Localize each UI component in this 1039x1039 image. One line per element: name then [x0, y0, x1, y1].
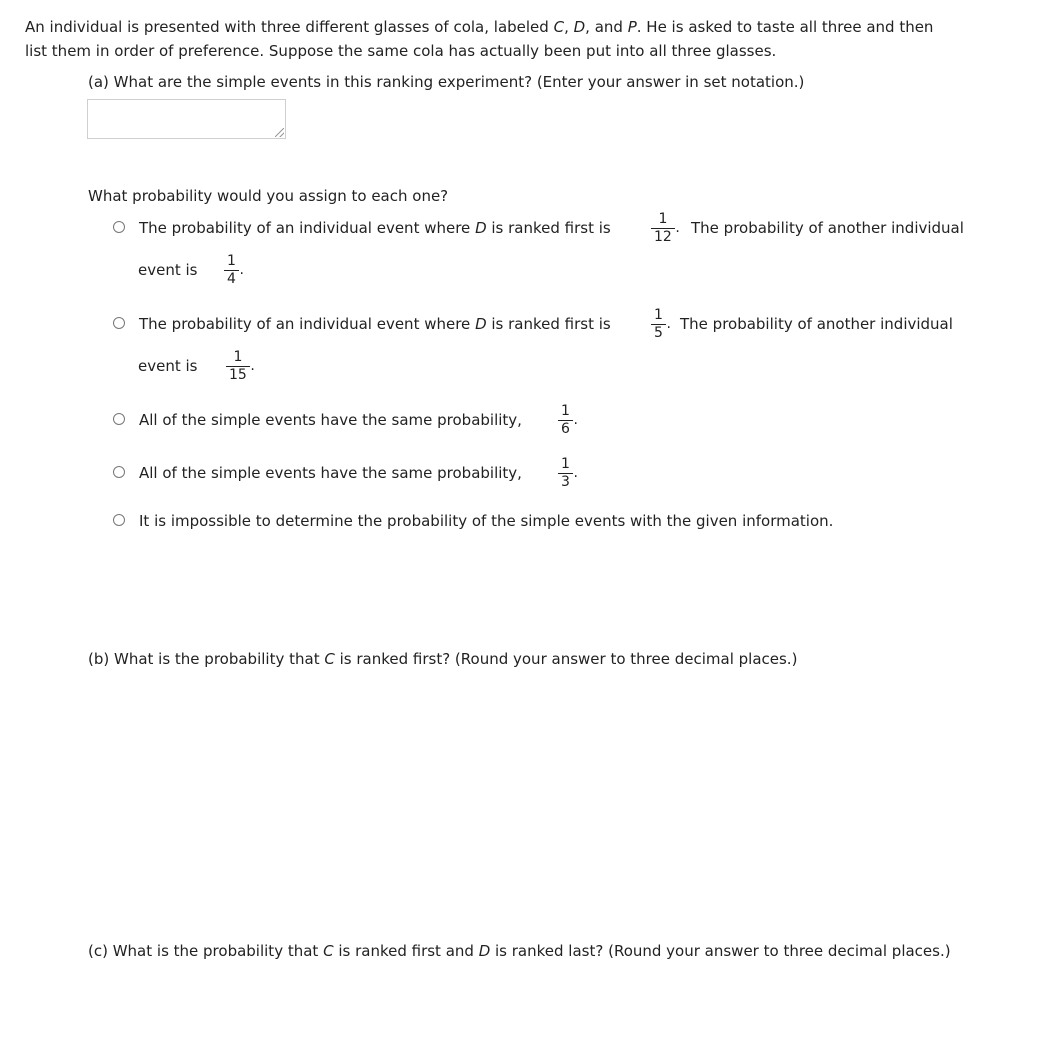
option-3-text: All of the simple events have the same probability, [139, 411, 522, 429]
option-1-fraction-1: 1 12 . [651, 212, 675, 245]
fraction-denominator: 15 [229, 367, 247, 383]
part-c-question: (c) What is the probability that C is ranked first and D is ranked last? (Round your answer to three decimal places.) [88, 942, 951, 960]
option-1-text-after: The probability of another individual [691, 219, 964, 237]
problem-intro [25, 15, 933, 63]
fraction-denominator: 3 [561, 474, 570, 490]
fraction-numerator: 1 [658, 211, 668, 227]
fraction-numerator: 1 [654, 307, 663, 323]
intro-line-2: list them in order of preference. Suppose the same cola has actually been put into all three glasses. [25, 42, 777, 60]
fraction-numerator: 1 [233, 349, 243, 365]
option-2-fraction-2: 1 15 . [226, 350, 250, 383]
option-2-text-line-2: event is [138, 357, 198, 375]
option-4-text: All of the simple events have the same probability, [139, 464, 522, 482]
resize-grip-icon[interactable] [275, 128, 284, 137]
part-a-answer-input[interactable] [87, 99, 286, 139]
radio-option-2[interactable] [113, 317, 125, 329]
option-1-text-line-2: event is [138, 261, 198, 279]
fraction-numerator: 1 [227, 253, 236, 269]
option-2-text-before: The probability of an individual event where D is ranked first is [139, 315, 611, 333]
fraction-denominator: 12 [654, 229, 672, 245]
option-3-fraction: 1 6 . [558, 404, 573, 437]
fraction-numerator: 1 [561, 456, 570, 472]
option-2-text-after: The probability of another individual [680, 315, 953, 333]
fraction-denominator: 4 [227, 271, 236, 287]
radio-option-5[interactable] [113, 514, 125, 526]
option-1-fraction-2: 1 4 . [224, 254, 239, 287]
part-b-question: (b) What is the probability that C is ranked first? (Round your answer to three decimal places.) [88, 650, 798, 668]
fraction-denominator: 6 [561, 421, 570, 437]
fraction-denominator: 5 [654, 325, 663, 341]
radio-option-1[interactable] [113, 221, 125, 233]
radio-option-4[interactable] [113, 466, 125, 478]
probability-prompt: What probability would you assign to each one? [88, 187, 449, 205]
option-4-fraction: 1 3 . [558, 457, 573, 490]
intro-line-1: An individual is presented with three different glasses of cola, labeled C, D, and P. He is asked to taste all three and then [25, 18, 934, 36]
option-2-fraction-1: 1 5 . [651, 308, 666, 341]
fraction-numerator: 1 [561, 403, 570, 419]
part-a-question: (a) What are the simple events in this ranking experiment? (Enter your answer in set notation.) [88, 73, 805, 91]
radio-option-3[interactable] [113, 413, 125, 425]
option-5-text: It is impossible to determine the probability of the simple events with the given information. [139, 512, 834, 530]
option-1-text-before: The probability of an individual event where D is ranked first is [139, 219, 611, 237]
